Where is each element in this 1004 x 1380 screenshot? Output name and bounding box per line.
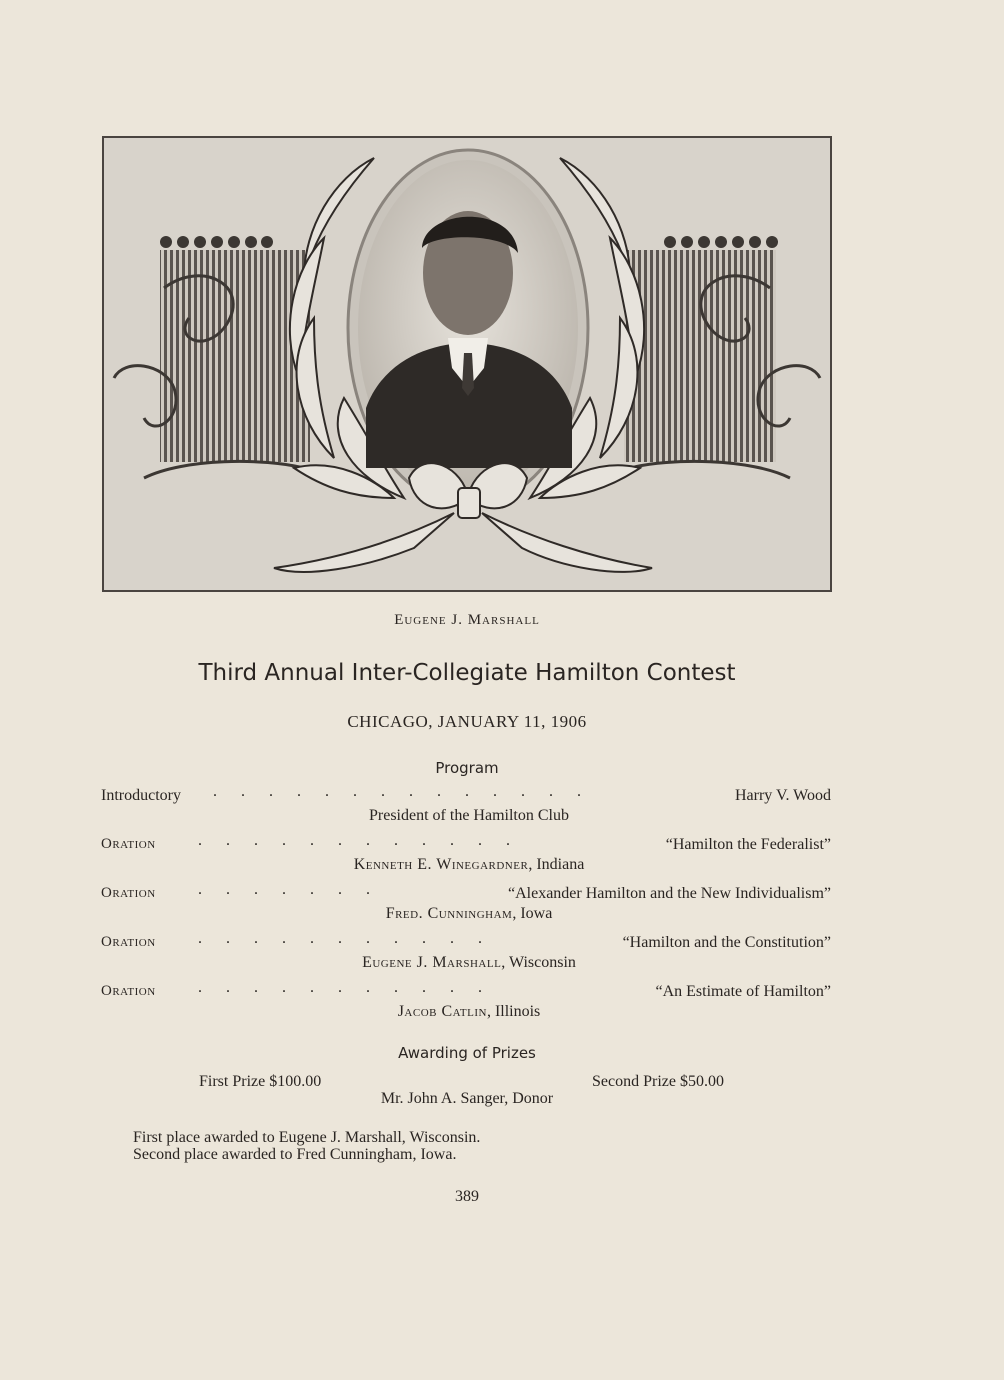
page-title: Third Annual Inter-Collegiate Hamilton Contest <box>198 660 736 686</box>
prize-donor: Mr. John A. Sanger, Donor <box>380 1090 554 1107</box>
dot-leader: . . . . . . . . . . . <box>198 930 482 947</box>
orator-school: , Illinois <box>486 1003 541 1020</box>
orator-school: , Iowa <box>512 905 553 922</box>
program-row <box>101 881 831 907</box>
program-label: Introductory <box>101 787 181 804</box>
program-row <box>101 930 831 956</box>
result-first-place: First place awarded to Eugene J. Marshall, Wisconsin. <box>133 1129 481 1146</box>
orator-name: Eugene J. Marshall <box>362 954 502 971</box>
program-row <box>101 979 831 1005</box>
oration-title: “Hamilton and the Constitution” <box>622 934 831 951</box>
dot-leader: . . . . . . . . . . . . <box>198 832 510 849</box>
program-label: Oration <box>101 836 156 852</box>
program-label: Oration <box>101 983 156 999</box>
orator <box>0 856 938 874</box>
portrait-illustration <box>104 138 830 590</box>
dot-leader: . . . . . . . <box>198 881 370 898</box>
oration-title: “Hamilton the Federalist” <box>665 836 831 853</box>
program-heading: Program <box>435 759 499 777</box>
portrait-plate <box>102 136 832 592</box>
page-number: 389 <box>455 1188 479 1205</box>
orator <box>0 1003 938 1021</box>
orator-name: Fred. Cunningham <box>385 905 513 922</box>
program-row <box>101 832 831 858</box>
program-label: Oration <box>101 885 156 901</box>
orator <box>0 954 938 972</box>
first-prize: First Prize $100.00 <box>199 1073 322 1090</box>
dot-leader: . . . . . . . . . . . . . . <box>213 783 581 800</box>
program-subtitle: President of the Hamilton Club <box>369 807 569 824</box>
program-row <box>101 783 831 809</box>
program-speaker: Harry V. Wood <box>734 787 831 804</box>
orator-school: , Wisconsin <box>501 954 576 971</box>
orator-school: , Indiana <box>528 856 585 873</box>
orator <box>0 905 938 923</box>
oration-title: “An Estimate of Hamilton” <box>655 983 831 1000</box>
program-label: Oration <box>101 934 156 950</box>
orator-name: Jacob Catlin <box>397 1003 487 1020</box>
dot-leader: . . . . . . . . . . . <box>198 979 482 996</box>
oration-title: “Alexander Hamilton and the New Individualism” <box>507 885 831 902</box>
awards-heading: Awarding of Prizes <box>398 1044 536 1062</box>
result-second-place: Second place awarded to Fred Cunningham, Iowa. <box>133 1146 457 1163</box>
portrait-caption: Eugene J. Marshall <box>394 612 540 628</box>
dateline: CHICAGO, JANUARY 11, 1906 <box>347 712 587 731</box>
second-prize: Second Prize $50.00 <box>592 1073 724 1090</box>
orator-name: Kenneth E. Winegardner <box>353 856 529 873</box>
